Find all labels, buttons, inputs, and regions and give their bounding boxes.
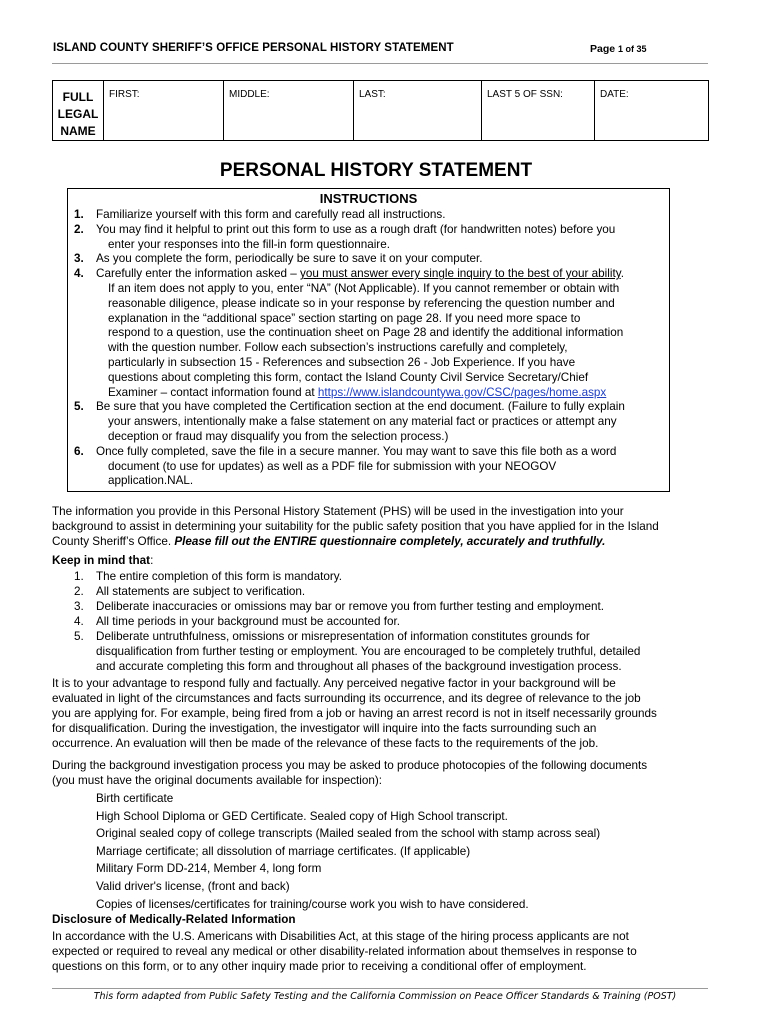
documents-list [52, 790, 712, 913]
keep-text: Deliberate untruthfulness, omissions or misrepresentation of information constitutes grounds for [96, 630, 590, 643]
intro-emphasis: Please fill out the ENTIRE questionnaire completely, accurately and truthfully. [174, 535, 606, 548]
keep-item [52, 629, 712, 674]
intro-line [52, 534, 712, 549]
documents-intro-line: (you must have the original documents available for inspection): [52, 774, 383, 787]
page-label: Page [590, 43, 616, 55]
last-name-field[interactable]: LAST: [354, 81, 482, 141]
document-item: Marriage certificate; all dissolution of marriage certificates. (If applicable) [96, 844, 471, 858]
instruction-line: particularly in subsection 15 - References and subsection 26 - Job Experience. If you have [108, 355, 576, 369]
instructions-box [67, 188, 670, 492]
legal-label-line: FULL [62, 90, 94, 104]
instruction-line: enter your responses into the fill-in form questionnaire. [108, 237, 390, 251]
instruction-number: 5. [74, 400, 84, 414]
instruction-number: 6. [74, 444, 84, 458]
instruction-text: Carefully enter the information asked – [96, 267, 300, 281]
advantage-line: occurrence. An evaluation will then be made of the relevance of these facts to the requirements of the job. [52, 737, 599, 750]
intro-line: background to assist in determining your suitability for the public safety position that you have applied for in the Island [52, 520, 659, 533]
instruction-line: with the question number. Follow each subsection’s instructions carefully and completely, [108, 341, 568, 355]
keep-text: The entire completion of this form is mandatory. [96, 570, 342, 583]
civil-service-link[interactable]: https://www.islandcountywa.gov/CSC/pages/home.aspx [317, 385, 607, 399]
instruction-number: 4. [74, 267, 84, 281]
keep-number: 3. [74, 600, 84, 613]
document-item: Copies of licenses/certificates for training/course work you wish to have considered. [96, 897, 529, 911]
disclosure-line: expected or required to reveal any medical or other disability-related information about themselves in response to [52, 945, 637, 958]
intro-line: The information you provide in this Personal History Statement (PHS) will be used in the investigation into your [52, 505, 624, 518]
page-number [590, 43, 647, 55]
instruction-number: 2. [74, 222, 84, 236]
instruction-line: You may find it helpful to print out this form to use as a rough draft (for handwritten notes) before you [96, 222, 616, 236]
first-name-field[interactable]: FIRST: [104, 81, 224, 141]
keep-text: and accurate completing this form and throughout all phases of the background investigation process. [96, 660, 622, 673]
full-legal-name-table [52, 80, 709, 141]
instruction-item [72, 400, 668, 444]
instruction-line: reasonable diligence, please indicate so in your response by referencing the question number and [108, 296, 615, 310]
instruction-line: application.NAL. [108, 474, 194, 488]
instruction-line: questions about completing this form, contact the Island County Civil Service Secretary/Chief [108, 370, 589, 384]
instruction-line: Be sure that you have completed the Certification section at the end document. (Failure to fully explain [96, 400, 625, 414]
instruction-item [72, 267, 668, 400]
full-legal-name-label [53, 81, 104, 141]
footer-divider [52, 988, 708, 989]
keep-text: disqualification from further testing or employment. You are encouraged to be completely truthful, detailed [96, 645, 641, 658]
keep-text: Deliberate inaccuracies or omissions may bar or remove you from further testing and employment. [96, 600, 604, 613]
instruction-text: Examiner – contact information found at [108, 385, 318, 399]
middle-name-field[interactable]: MIDDLE: [224, 81, 354, 141]
instruction-line [96, 267, 668, 282]
document-item: Military Form DD-214, Member 4, long form [96, 862, 322, 876]
header-title: ISLAND COUNTY SHERIFF’S OFFICE PERSONAL HISTORY STATEMENT [53, 42, 454, 54]
header-divider [52, 63, 708, 64]
keep-heading-line [52, 553, 712, 568]
keep-list [52, 569, 712, 674]
disclosure-line: questions on this form, or to any other inquiry made prior to receiving a conditional offer of employment. [52, 960, 587, 973]
advantage-line: evaluated in light of the circumstances and facts surrounding its occurrence, and its degree of relevance to the job [52, 692, 641, 705]
intro-text: County Sheriff’s Office. [52, 535, 175, 548]
document-item: High School Diploma or GED Certificate. Sealed copy of High School transcript. [96, 809, 508, 823]
instruction-number: 1. [74, 208, 84, 221]
instruction-text: . [620, 267, 624, 281]
document-item: Original sealed copy of college transcripts (Mailed sealed from the school with stamp across seal) [96, 827, 601, 841]
keep-item [52, 614, 712, 629]
instruction-line: Familiarize yourself with this form and carefully read all instructions. [96, 208, 446, 221]
advantage-line: It is to your advantage to respond fully and factually. Any perceived negative factor in your background will be [52, 677, 616, 690]
keep-item [52, 569, 712, 584]
instruction-number: 3. [74, 252, 84, 266]
instruction-item [72, 252, 668, 267]
documents-intro-line: During the background investigation process you may be asked to produce photocopies of the following documents [52, 759, 648, 772]
legal-label-line: NAME [60, 124, 96, 138]
instruction-line: respond to a question, use the continuation sheet on Page 28 and identify the additional information [108, 326, 624, 340]
emphasis-underline: you must answer every single inquiry to the best of your ability [300, 267, 621, 281]
keep-number: 2. [74, 585, 84, 598]
instruction-line: explanation in the “additional space” section starting on page 28. If you need more space to [108, 311, 581, 325]
keep-text: All time periods in your background must be accounted for. [96, 615, 401, 628]
instruction-item [72, 208, 668, 223]
instruction-line: Once fully completed, save the file in a secure manner. You may want to save this file both as a word [96, 444, 617, 458]
document-item: Valid driver's license, (front and back) [96, 879, 290, 893]
instruction-line [108, 386, 668, 401]
instruction-item [72, 223, 668, 253]
instruction-line: document (to use for updates) as well as a PDF file for submission with your NEOGOV [108, 459, 557, 473]
footer-note: This form adapted from Public Safety Testing and the California Commission on Peace Officer Standards & Training (POST) [93, 991, 677, 1002]
ssn-last5-field[interactable]: LAST 5 OF SSN: [482, 81, 595, 141]
disclosure-section [52, 912, 712, 974]
page-count: 1 of 35 [618, 44, 647, 54]
keep-item [52, 599, 712, 614]
keep-heading: Keep in mind that [52, 554, 151, 567]
advantage-line: for disqualification. During the investigation, the investigator will inquire into the facts surrounding such an [52, 722, 597, 735]
keep-colon: : [150, 554, 154, 567]
instructions-heading: INSTRUCTIONS [319, 191, 418, 206]
keep-text: All statements are subject to verification. [96, 585, 306, 598]
keep-in-mind-section [52, 553, 712, 674]
disclosure-line: In accordance with the U.S. Americans with Disabilities Act, at this stage of the hiring process applicants are not [52, 930, 629, 943]
documents-section [52, 790, 712, 913]
keep-item [52, 584, 712, 599]
instruction-line: your answers, intentionally make a false statement on any material fact or practices or attempt any [108, 415, 617, 429]
advantage-line: you are applying for. For example, being fired from a job or having an arrest record is not in itself necessarily grounds [52, 707, 657, 720]
page-title: PERSONAL HISTORY STATEMENT [219, 160, 533, 181]
instruction-line: As you complete the form, periodically be sure to save it on your computer. [96, 252, 483, 266]
disclosure-heading: Disclosure of Medically-Related Information [52, 913, 296, 926]
keep-number: 1. [74, 570, 84, 583]
keep-number: 4. [74, 615, 84, 628]
document-item: Birth certificate [96, 792, 174, 805]
documents-intro [52, 758, 712, 788]
intro-paragraph [52, 504, 712, 549]
instruction-item [72, 445, 668, 489]
keep-number: 5. [74, 630, 84, 643]
legal-label-line: LEGAL [57, 107, 99, 121]
instruction-line: deception or fraud may disqualify you from the selection process.) [108, 429, 449, 443]
instructions-list [72, 208, 668, 489]
advantage-paragraph [52, 676, 712, 751]
date-field[interactable]: DATE: [595, 81, 709, 141]
instruction-line: If an item does not apply to you, enter “NA” (Not Applicable). If you cannot remember or obtain with [108, 281, 620, 295]
